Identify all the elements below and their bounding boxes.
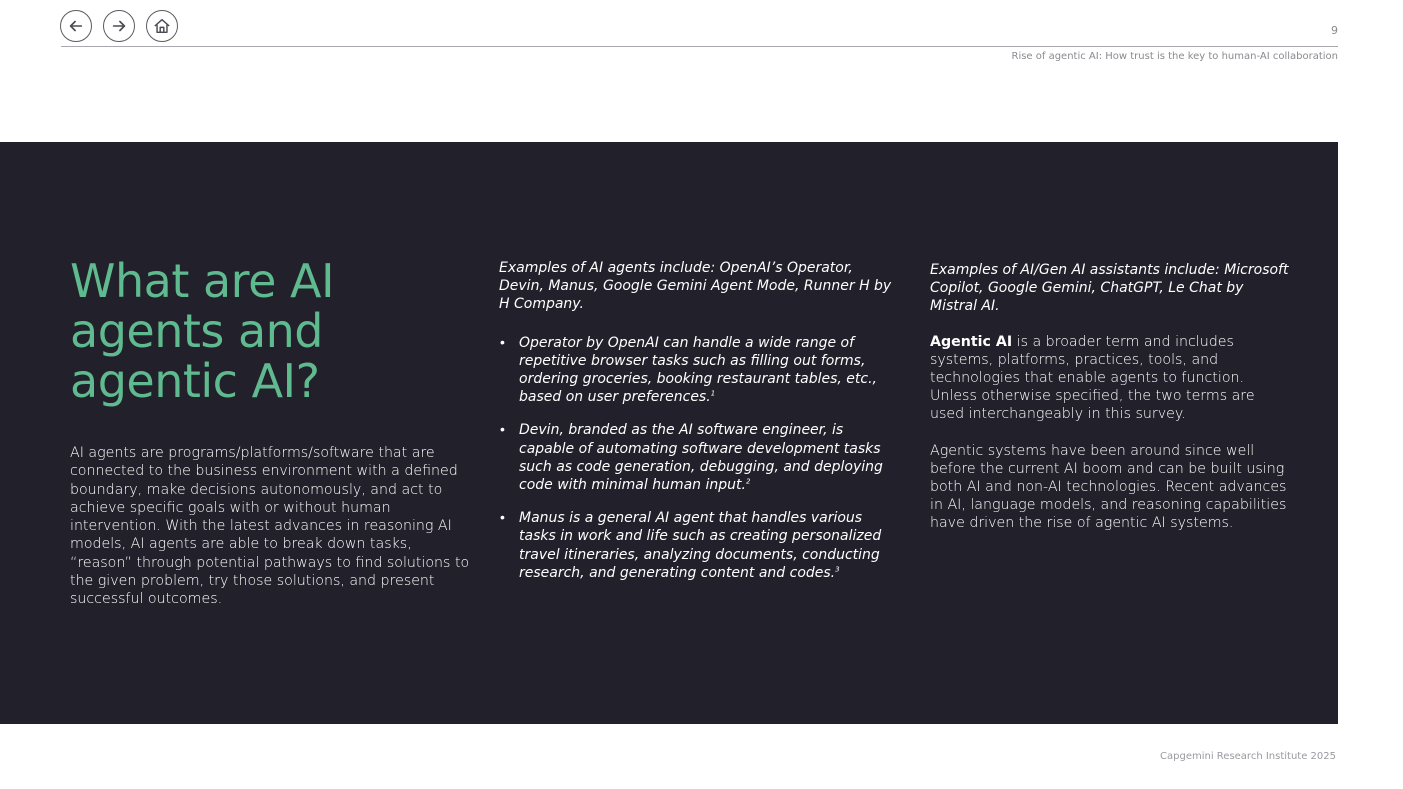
footnote-ref[interactable]: 1 xyxy=(710,389,716,398)
footnote-ref[interactable]: 2 xyxy=(745,477,751,486)
list-item-text: Operator by OpenAI can handle a wide range of repetitive browser tasks such as filling out forms, ordering groceries, booking restaurant tables, etc., based on user preferences. xyxy=(519,334,877,406)
agentic-ai-definition xyxy=(930,333,1290,424)
back-button[interactable] xyxy=(60,10,92,42)
footnote-ref[interactable]: 3 xyxy=(835,565,840,574)
running-title: Rise of agentic AI: How trust is the key to human-AI collaboration xyxy=(1011,51,1338,62)
agentic-systems-paragraph: Agentic systems have been around since well before the current AI boom and can be built using both AI and non-AI technologies. Recent advances in AI, language models, and reasoning capabilities have driven the rise of agentic AI systems. xyxy=(930,442,1287,532)
agentic-ai-definition-text: is a broader term and includes systems, platforms, practices, tools, and technologies that enable agents to function. Unless otherwise specified, the two terms are used interchangeably in this survey. xyxy=(930,333,1255,423)
navigation-bar xyxy=(60,10,178,42)
forward-button[interactable] xyxy=(103,10,135,42)
page-number: 9 xyxy=(1331,24,1338,37)
definition-paragraph: AI agents are programs/platforms/software that are connected to the business environment with a defined boundary, make decisions autonomously, and act to achieve specific goals with or without human intervention. With the latest advances in reasoning AI models, AI agents are able to break down tasks, “reason” through potential pathways to find solutions to the given problem, try those solutions, and present successful outcomes. xyxy=(70,445,470,608)
arrow-left-icon xyxy=(67,17,85,35)
left-column xyxy=(70,256,475,609)
home-button[interactable] xyxy=(146,10,178,42)
home-icon xyxy=(153,17,171,35)
assistants-examples-lead: Examples of AI/Gen AI assistants include: Microsoft Copilot, Google Gemini, ChatGPT, Le Chat by Mistral AI. xyxy=(930,262,1289,315)
header-divider xyxy=(61,46,1338,47)
right-column xyxy=(930,261,1290,533)
page-title: What are AI agents and agentic AI? xyxy=(70,254,335,408)
arrow-right-icon xyxy=(110,17,128,35)
list-item-text: Manus is a general AI agent that handles various tasks in work and life such as creating personalized travel itineraries, analyzing documents, conducting research, and generating content and codes. xyxy=(519,510,882,581)
list-item xyxy=(499,334,895,407)
content-panel xyxy=(0,142,1338,724)
ai-agents-examples-lead: Examples of AI agents include: OpenAI’s Operator, Devin, Manus, Google Gemini Agent Mode, Runner H by H Company. xyxy=(499,260,892,313)
list-item xyxy=(499,421,895,494)
ai-agents-list xyxy=(499,334,895,582)
list-item-text: Devin, branded as the AI software engineer, is capable of automating software development tasks such as code generation, debugging, and deploying code with minimal human input. xyxy=(519,422,883,494)
footer-credit: Capgemini Research Institute 2025 xyxy=(1160,751,1336,762)
agentic-ai-term: Agentic AI xyxy=(930,333,1013,350)
list-item xyxy=(499,509,895,582)
middle-column xyxy=(499,259,895,597)
